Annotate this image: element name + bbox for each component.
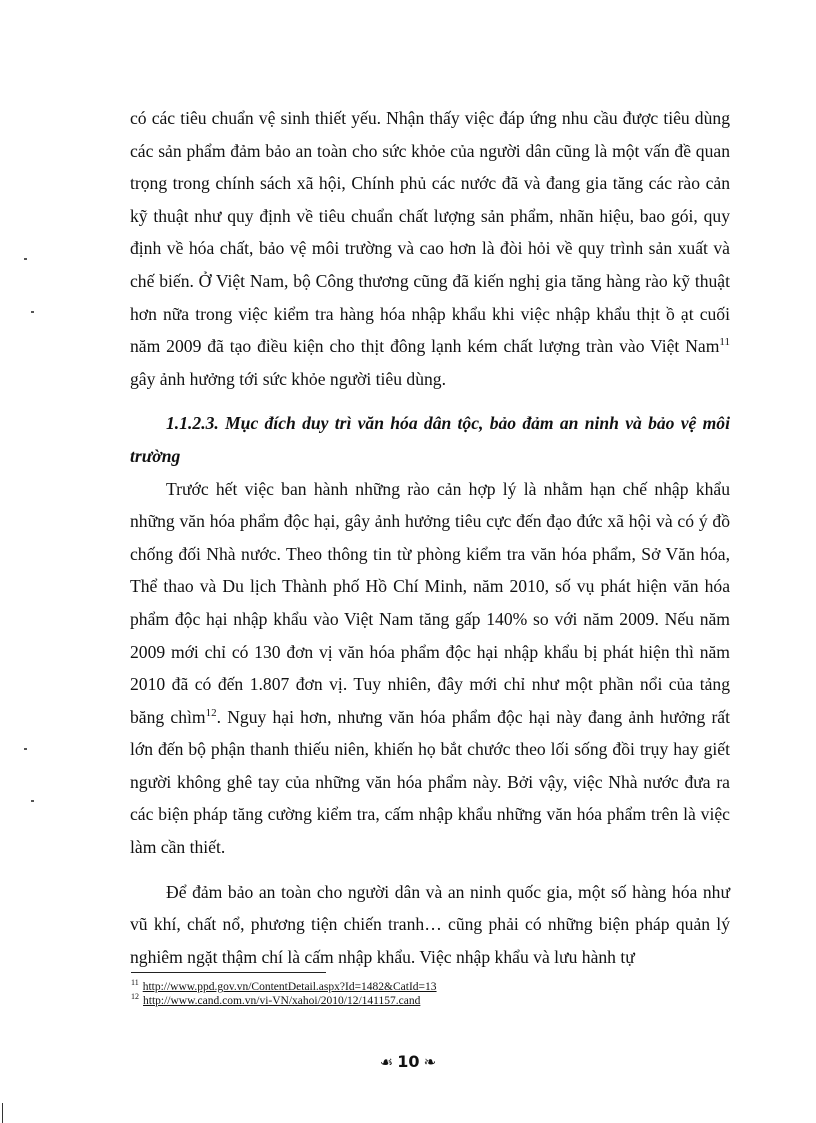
- page-number: [0, 1052, 816, 1071]
- footnote-11: [131, 980, 437, 994]
- paragraph-1-end: gây ảnh hưởng tới sức khỏe người tiêu dùng.: [130, 368, 446, 389]
- paragraph-2-text: Trước hết việc ban hành những rào cản hợp lý là nhằm hạn chế nhập khẩu những văn hóa phẩm độc hại, gây ảnh hưởng tiêu cực đến đạo đức xã hội và có ý đồ chống đối Nhà nước. Theo thông tin từ phòng kiểm tra văn hóa phẩm, Sở Văn hóa, Thể thao và Du lịch Thành phố Hồ Chí Minh, năm 2010, số vụ phát hiện văn hóa phẩm độc hại nhập khẩu vào Việt Nam tăng gấp 140% so với năm 2009. Nếu năm 2009 mới chỉ có 130 đơn vị văn hóa phẩm độc hại nhập khẩu bị phát hiện thì năm 2010 đã có đến 1.807 đơn vị. Tuy nhiên, đây mới chỉ như một phần nổi của tảng băng chìm: [130, 478, 730, 727]
- footnote-divider: [131, 972, 326, 973]
- right-ornament-icon: ❧: [423, 1053, 437, 1071]
- paragraph-2: [130, 473, 730, 864]
- scan-speck: [24, 748, 27, 750]
- footnotes: [131, 980, 437, 1008]
- scan-speck: [31, 311, 34, 313]
- paragraph-2-end: . Nguy hại hơn, nhưng văn hóa phẩm độc hại này đang ảnh hưởng rất lớn đến bộ phận thanh thiếu niên, khiến họ bắt chước theo lối sống đồi trụy hay giết người không ghê tay của những văn hóa phẩm này. Bởi vậy, việc Nhà nước đưa ra các biện pháp tăng cường kiểm tra, cấm nhập khẩu những văn hóa phẩm trên là việc làm cần thiết.: [130, 706, 731, 858]
- scan-speck: [24, 258, 27, 260]
- footnote-ref-11[interactable]: 11: [719, 336, 730, 349]
- footnote-link[interactable]: http://www.cand.com.vn/vi-VN/xahoi/2010/12/141157.cand: [143, 995, 421, 1007]
- scan-speck: [31, 800, 34, 802]
- footnote-link[interactable]: http://www.ppd.gov.vn/ContentDetail.aspx?Id=1482&CatId=13: [142, 981, 437, 993]
- scan-edge-line: [2, 1103, 3, 1123]
- footnote-number: 12: [131, 992, 139, 1002]
- left-ornament-icon: ☙: [379, 1053, 394, 1071]
- footnote-number: 11: [131, 978, 139, 988]
- paragraph-1-text: có các tiêu chuẩn vệ sinh thiết yếu. Nhận thấy việc đáp ứng nhu cầu được tiêu dùng các sản phẩm đảm bảo an toàn cho sức khỏe của người dân cũng là một vấn đề quan trọng trong chính sách xã hội, Chính phủ các nước đã và đang gia tăng các rào cản kỹ thuật như quy định về tiêu chuẩn chất lượng sản phẩm, nhãn hiệu, bao gói, quy định về hóa chất, bảo vệ môi trường và cao hơn là đòi hỏi về quy trình sản xuất và chế biến. Ở Việt Nam, bộ Công thương cũng đã kiến nghị gia tăng hàng rào kỹ thuật hơn nữa trong việc kiểm tra hàng hóa nhập khẩu khi việc nhập khẩu thịt ồ ạt cuối năm 2009 đã tạo điều kiện cho thịt đông lạnh kém chất lượng tràn vào Việt Nam: [130, 108, 730, 357]
- footnote-ref-12[interactable]: 12: [205, 706, 217, 719]
- paragraph-3: Để đảm bảo an toàn cho người dân và an ninh quốc gia, một số hàng hóa như vũ khí, chất nổ, phương tiện chiến tranh… cũng phải có những biện pháp quản lý nghiêm ngặt thậm chí là cấm nhập khẩu. Việc nhập khẩu và lưu hành tự: [130, 881, 730, 967]
- page-body: [130, 102, 730, 973]
- footnote-12: [131, 994, 437, 1008]
- section-heading: 1.1.2.3. Mục đích duy trì văn hóa dân tộc, bảo đảm an ninh và bảo vệ môi trường: [130, 413, 730, 466]
- paragraph-1: [130, 102, 730, 395]
- page-number-value: 10: [397, 1052, 420, 1071]
